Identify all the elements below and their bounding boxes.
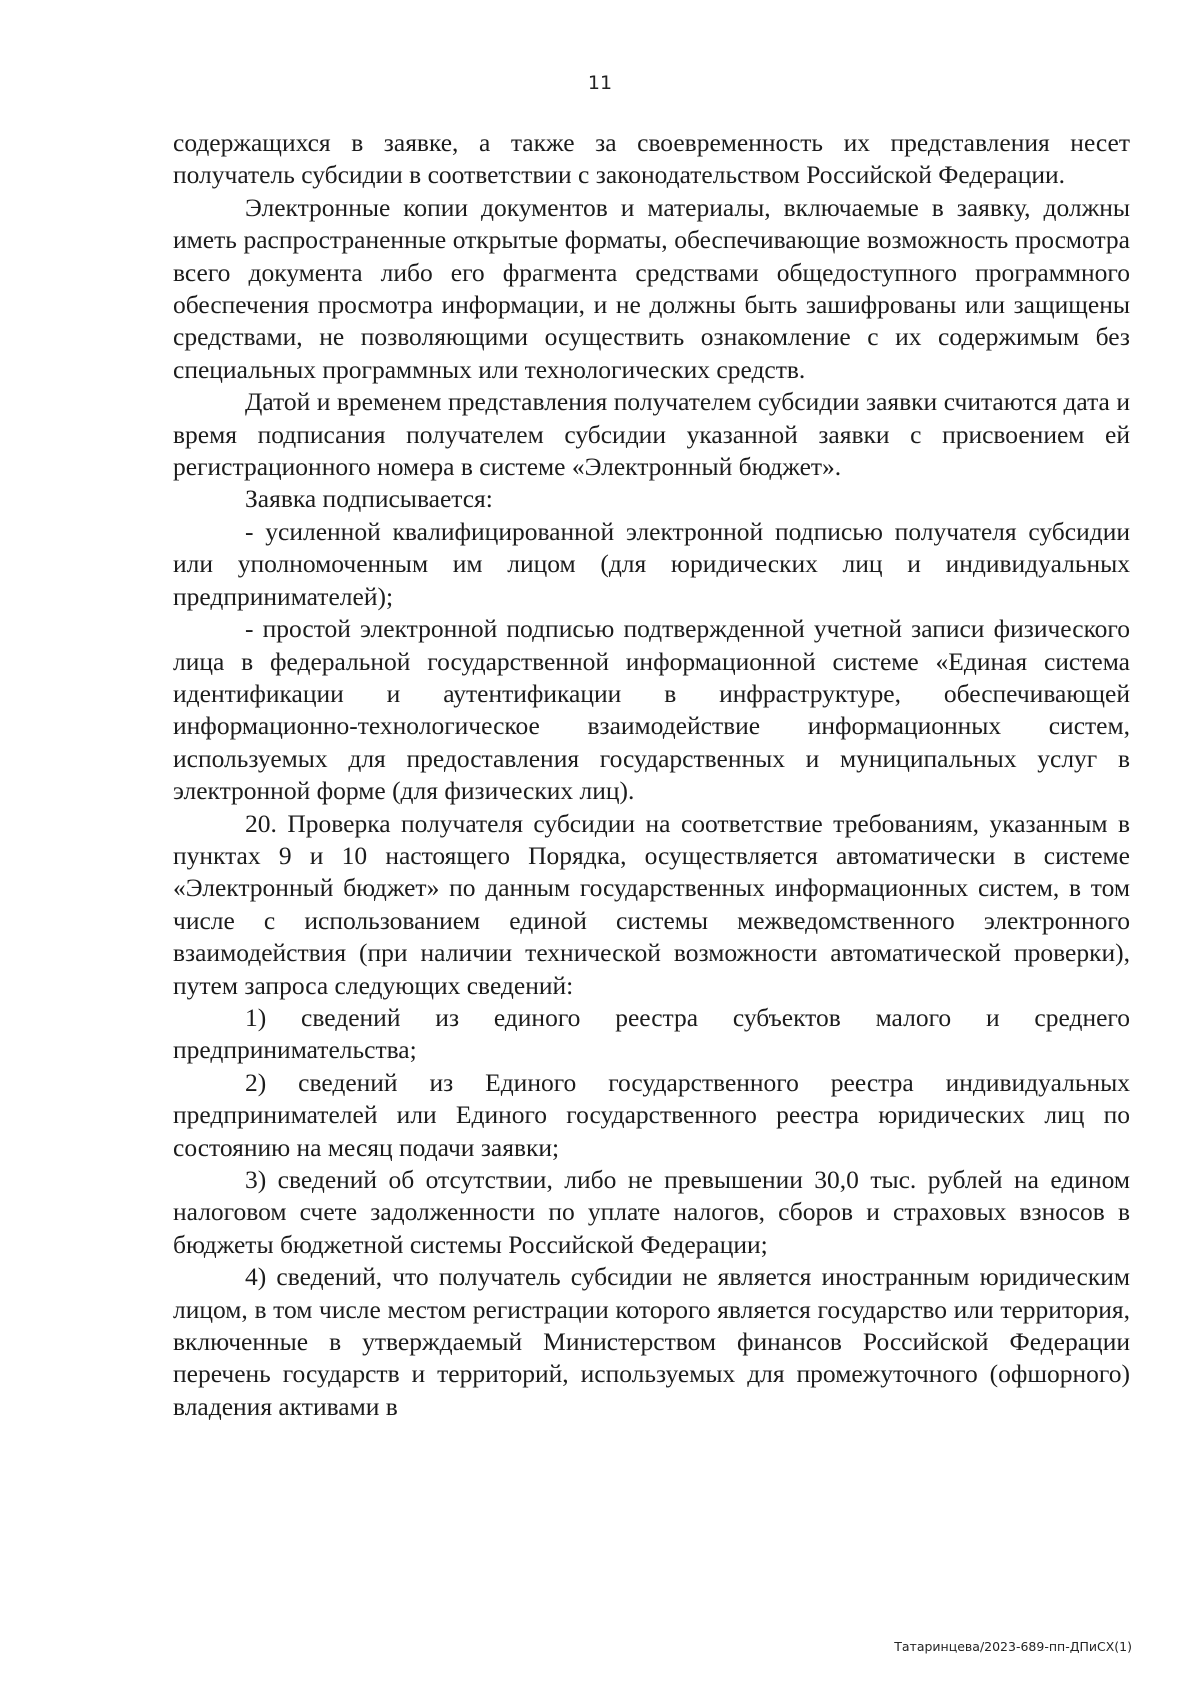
list-item: 2) сведений из Единого государственного реестра индивидуальных предпринимателей или Единого государственного реестра юридических лиц по состоянию на месяц подачи заявки; — [173, 1067, 1130, 1162]
paragraph: содержащихся в заявке, а также за своевременность их представления несет получатель субсидии в соответствии с законодательством Российской Федерации. — [173, 128, 1130, 190]
list-item: - усиленной квалифицированной электронной подписью получателя субсидии или уполномоченным им лицом (для юридических лиц и индивидуальных предпринимателей); — [173, 516, 1130, 611]
list-item: 3) сведений об отсутствии, либо не превышении 30,0 тыс. рублей на едином налоговом счете задолженности по уплате налогов, сборов и страховых взносов в бюджеты бюджетной системы Российской Федерации; — [173, 1165, 1130, 1259]
document-body — [173, 127, 1130, 1423]
paragraph: 20. Проверка получателя субсидии на соответствие требованиям, указанным в пунктах 9 и 10 настоящего Порядка, осуществляется автоматически в системе «Электронный бюджет» по данным государственных информационных систем, в том числе с использованием единой системы межведомственного электронного взаимодействия (при наличии технической возможности автоматической проверки), путем запроса следующих сведений: — [173, 808, 1130, 1000]
list-item: 4) сведений, что получатель субсидии не является иностранным юридическим лицом, в том числе местом регистрации которого является государство или территория, включенные в утверждаемый Министерством финансов Российской Федерации перечень государств и территорий, используемых для промежуточного (офшорного) владения активами в — [173, 1262, 1130, 1421]
paragraph: Электронные копии документов и материалы, включаемые в заявку, должны иметь распространенные открытые форматы, обеспечивающие возможность просмотра всего документа либо его фрагмента средствами общедоступного программного обеспечения просмотра информации, и не должны быть зашифрованы или защищены средствами, не позволяющими осуществить ознакомление с их содержимым без специальных программных или технологических средств. — [173, 192, 1130, 384]
paragraph: Заявка подписывается: — [245, 484, 493, 514]
list-item: 1) сведений из единого реестра субъектов малого и среднего предпринимательства; — [173, 1002, 1130, 1065]
paragraph: Датой и временем представления получателем субсидии заявки считаются дата и время подписания получателем субсидии указанной заявки с присвоением ей регистрационного номера в системе «Электронный бюджет». — [173, 387, 1130, 482]
list-item: - простой электронной подписью подтвержденной учетной записи физического лица в федеральной государственной информационной системе «Единая система идентификации и аутентификации в инфраструктуре, обеспечивающей информационно-технологическое взаимодействие информационных систем, используемых для предоставления государственных и муниципальных услуг в электронной форме (для физических лиц). — [173, 614, 1130, 806]
page-number: 11 — [587, 72, 613, 94]
footer-document-reference: Татаринцева/2023-689-пп-ДПиСХ(1) — [894, 1639, 1132, 1654]
